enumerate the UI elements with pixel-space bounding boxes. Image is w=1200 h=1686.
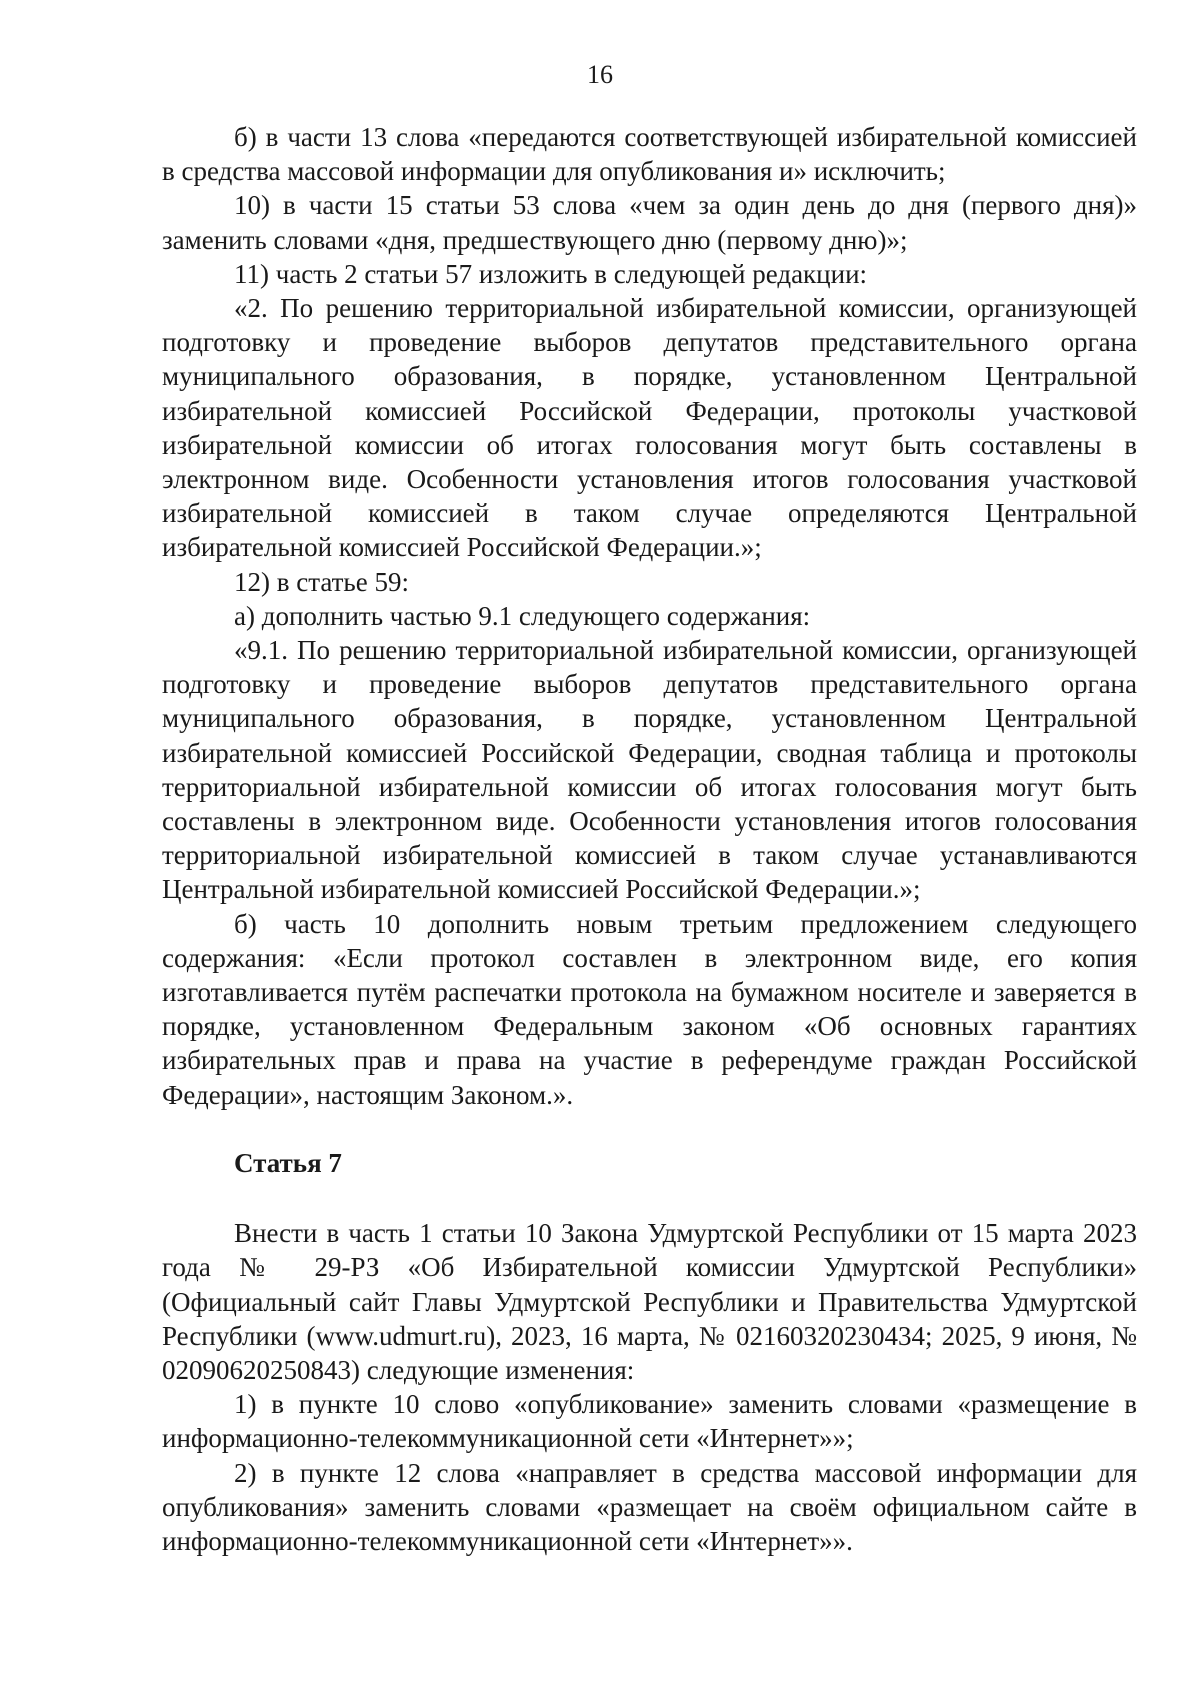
page-number: 16	[587, 60, 613, 89]
section-paragraph-2: 2) в пункте 12 слова «направляет в средства массовой информации для опубликования» заменить словами «размещает на своём официальном сайте в информационно-телекоммуникационной сети «Интернет»».	[162, 1457, 1137, 1556]
section-spacer	[162, 1180, 1137, 1216]
paragraph-11-quote: «2. По решению территориальной избирательной комиссии, организующей подготовку и проведение выборов депутатов представительного органа муниципального образования, в порядке, установленном Центральной избирательной комиссией Российской Федерации, протоколы участковой избирательной комиссии об итогах голосования могут быть составлены в электронном виде. Особенности установления итогов голосования участковой избирательной комиссией в таком случае определяются Центральной избирательной комиссией Российской Федерации.»;	[162, 293, 1137, 563]
paragraph-12a-quote: «9.1. По решению территориальной избирательной комиссии, организующей подготовку и проведение выборов депутатов представительного органа муниципального образования, в порядке, установленном Центральной избирательной комиссией Российской Федерации, сводная таблица и протоколы территориальной избирательной комиссии об итогах голосования могут быть составлены в электронном виде. Особенности установления итогов голосования территориальной избирательной комиссией в таком случае устанавливаются Центральной избирательной комиссией Российской Федерации.»;	[162, 635, 1137, 905]
paragraph-11: 11) часть 2 статьи 57 изложить в следующей редакции:	[234, 258, 868, 289]
paragraph-12: 12) в статье 59:	[234, 566, 409, 597]
document-body	[162, 120, 1137, 1558]
paragraph-10: 10) в части 15 статьи 53 слова «чем за один день до дня (первого дня)» заменить словами «дня, предшествующего дню (первому дню)»;	[162, 190, 1137, 255]
section-paragraph-intro: Внести в часть 1 статьи 10 Закона Удмуртской Республики от 15 марта 2023 года № 29-РЗ «Об Избирательной комиссии Удмуртской Республики» (Официальный сайт Главы Удмуртской Республики и Правительства Удмуртской Республики (www.udmurt.ru), 2023, 16 марта, № 02160320230434; 2025, 9 июня, № 02090620250843) следующие изменения:	[162, 1218, 1137, 1385]
section-spacer	[162, 1112, 1137, 1146]
paragraph-12b: б) часть 10 дополнить новым третьим предложением следующего содержания: «Если протокол составлен в электронном виде, его копия изготавливается путём распечатки протокола на бумажном носителе и заверяется в порядке, установленном Федеральным законом «Об основных гарантиях избирательных прав и права на участие в референдуме граждан Российской Федерации», настоящим Законом.».	[162, 908, 1137, 1110]
paragraph-6b: б) в части 13 слова «передаются соответствующей избирательной комиссией в средства массовой информации для опубликования и» исключить;	[162, 122, 1137, 187]
section-heading: Статья 7	[234, 1147, 342, 1178]
section-paragraph-1: 1) в пункте 10 слово «опубликование» заменить словами «размещение в информационно-телекоммуникационной сети «Интернет»»;	[162, 1389, 1137, 1454]
paragraph-12a: а) дополнить частью 9.1 следующего содержания:	[234, 600, 811, 631]
